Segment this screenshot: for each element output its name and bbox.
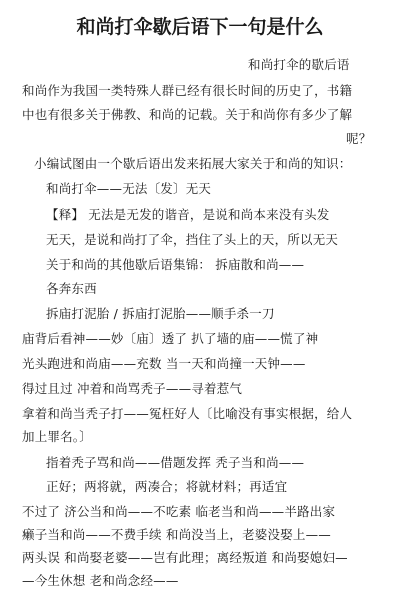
subtitle-line: 和尚打伞的歇后语	[248, 57, 350, 72]
body-line: 光头跑进和尚庙——充数 当一天和尚撞一天钟——	[22, 356, 306, 371]
page-title: 和尚打伞歇后语下一句是什么	[76, 16, 324, 38]
body-line: 正好；两将就，两凑合；将就材料；再适宜	[46, 479, 288, 494]
body-line: 呢？	[346, 131, 372, 146]
body-line: 中也有很多关于佛教、和尚的记载。关于和尚你有多少了解	[22, 107, 353, 122]
body-line: 不过了 济公当和尚——不吃素 临老当和尚——半路出家	[22, 504, 336, 519]
body-line: 和尚作为我国一类特殊人群已经有很长时间的历史了，书籍	[22, 83, 353, 98]
body-line: 和尚打伞——无法〔发〕无天	[46, 181, 212, 196]
body-line: 指着秃子骂和尚——借题发挥 秃子当和尚——	[46, 455, 305, 470]
body-line: 两头误 和尚娶老婆——岂有此理；离经叛道 和尚娶媳妇—	[22, 550, 348, 565]
body-line: 关于和尚的其他歇后语集锦： 拆庙散和尚——	[46, 257, 305, 272]
body-line: 庙背后看神——妙〔庙〕透了 扒了墙的庙——慌了神	[22, 331, 319, 346]
body-line: 加上罪名。〕	[22, 429, 92, 444]
body-line: 癞子当和尚——不费手续 和尚没当上，老婆没娶上——	[22, 527, 331, 542]
body-line: 拆庙打泥胎 / 拆庙打泥胎——顺手杀一刀	[46, 306, 275, 321]
body-line: 无天，是说和尚打了伞，挡住了头上的天，所以无天	[46, 232, 339, 247]
body-line: 小编试图由一个歇后语出发来拓展大家关于和尚的知识：	[34, 156, 352, 171]
body-line: —今生休想 老和尚念经——	[22, 573, 179, 588]
body-line: 得过且过 冲着和尚骂秃子——寻着惹气	[22, 381, 243, 396]
body-line: 拿着和尚当秃子打——冤枉好人〔比喻没有事实根据，给人	[22, 406, 353, 421]
body-line: 【释】 无法是无发的谐音，是说和尚本来没有头发	[46, 207, 330, 222]
body-line: 各奔东西	[46, 281, 97, 296]
